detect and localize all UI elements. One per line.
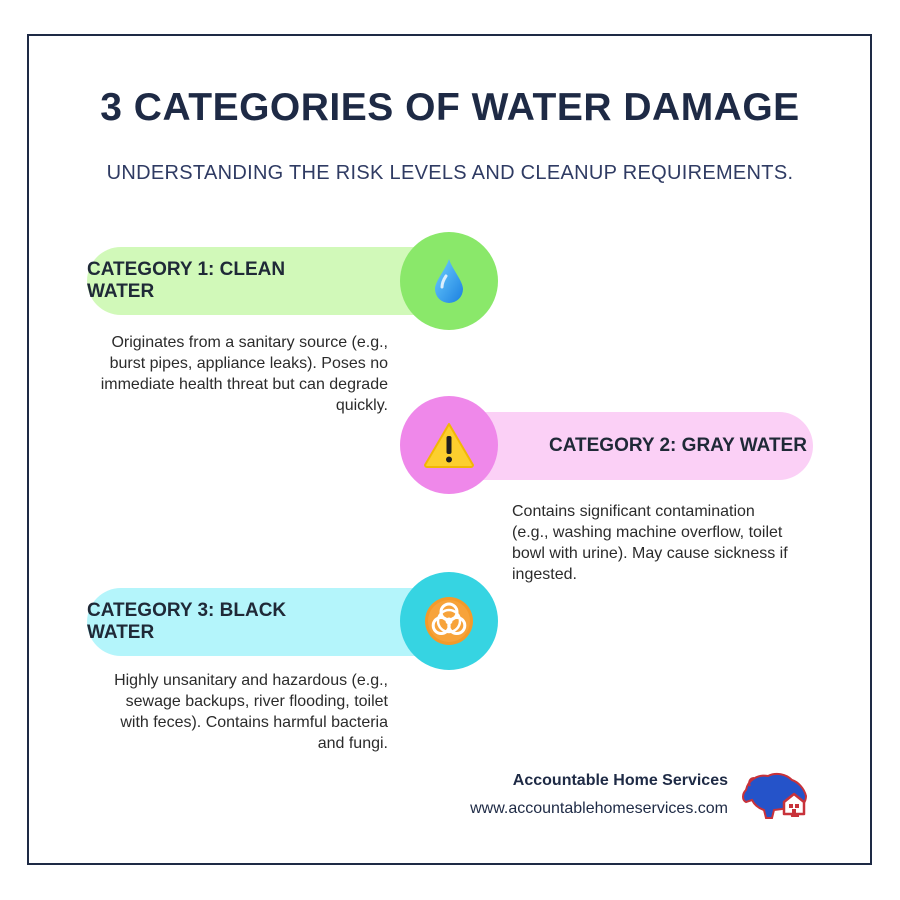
page-title: 3 CATEGORIES OF WATER DAMAGE: [100, 86, 800, 129]
biohazard-icon: [423, 595, 475, 647]
category-3-label: CATEGORY 3: BLACK WATER: [87, 600, 287, 643]
bison-house-logo: [740, 768, 810, 825]
category-1-label: CATEGORY 1: CLEAN WATER: [87, 259, 286, 302]
company-website[interactable]: www.accountablehomeservices.com: [470, 800, 728, 817]
category-1-icon-circle: [400, 232, 498, 330]
category-2-label: CATEGORY 2: GRAY WATER: [549, 435, 807, 456]
company-name: Accountable Home Services: [512, 772, 728, 789]
category-1-description: Originates from a sanitary source (e.g., burst pipes, appliance leaks). Poses no immediate health threat but can degrade quickly.: [100, 334, 388, 414]
warning-icon: [422, 421, 476, 469]
water-drop-icon: [432, 257, 466, 305]
category-2-icon-circle: [400, 396, 498, 494]
category-3-description: Highly unsanitary and hazardous (e.g., sewage backups, river flooding, toilet with feces). Contains harmful bacteria and fungi.: [114, 672, 388, 752]
category-2-description: Contains significant contamination (e.g., washing machine overflow, toilet bowl with urine). May cause sickness if ingested.: [512, 503, 788, 583]
category-3-icon-circle: [400, 572, 498, 670]
page-subtitle: UNDERSTANDING THE RISK LEVELS AND CLEANUP REQUIREMENTS.: [106, 162, 794, 184]
